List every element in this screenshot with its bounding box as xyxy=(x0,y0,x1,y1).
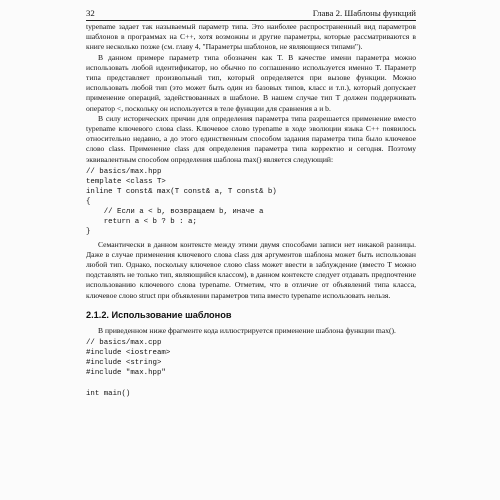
code-line: #include <string> xyxy=(86,359,162,368)
code-line: // basics/max.hpp xyxy=(86,167,162,176)
section-heading: 2.1.2. Использование шаблонов xyxy=(86,309,232,320)
page-number: 32 xyxy=(86,8,95,18)
code-line: } xyxy=(86,228,91,237)
paragraph-type-parameter: В данном примере параметр типа обозначен как T. В качестве имени параметра можно использовать любой идентификатор, но обычно по соглашению используется именно T. Параметр типа представляет произвольный тип, который определяется при вызове функции. Можно использовать любой тип (это может быть один из базовых типов, класс и т.п.), который допускает применение операций, задействованных в шаблоне. В нашем случае тип T должен поддерживать оператор <, поскольку он используется в теле функции для сравнения a и b. xyxy=(86,52,416,113)
code-line: return a < b ? b : a; xyxy=(86,218,197,227)
code-block-max-hpp xyxy=(86,167,416,238)
code-line: { xyxy=(86,198,91,207)
chapter-title: Глава 2. Шаблоны функций xyxy=(312,8,416,18)
code-line: #include "max.hpp" xyxy=(86,369,166,378)
code-line: #include <iostream> xyxy=(86,349,171,358)
code-line: template <class T> xyxy=(86,177,166,186)
code-line: // Если a < b, возвращаем b, иначе a xyxy=(86,208,264,217)
code-line: int main() xyxy=(86,389,131,398)
paragraph-typename: typename задает так называемый параметр типа. Это наиболее распространенный вид параметров шаблонов в программах на C++, хотя возможны и другие параметры, которые рассматриваются в книге несколько позже (см. главу 4, "Параметры шаблонов, не являющиеся типами"). xyxy=(86,22,416,52)
paragraph-usage: В приведенном ниже фрагменте кода иллюстрируется применение шаблона функции max(). xyxy=(98,325,396,335)
running-header xyxy=(86,4,416,21)
paragraph-class-keyword: В силу исторических причин для определения параметра типа разрешается применение вместо typename ключевого слова class. Ключевое слово typename в ходе эволюции языка C++ появилось относительно недавно, а до этого единственным способом задания параметра типа было ключевое слово class. Применение class для определения параметра типа корректно и сегодня. Поэтому эквивалентным способом определения шаблона max() является следующий: xyxy=(86,113,416,164)
page-body xyxy=(86,22,416,401)
code-line xyxy=(86,379,416,389)
paragraph-semantics: Семантически в данном контексте между этими двумя способами записи нет никакой разницы. Даже в случае применения ключевого слова class для аргументов шаблона может быть использован любой тип. Однако, поскольку ключевое слово class может ввести в заблуждение (вместо T можно подставлять не только тип, являющийся классом), в данном контексте следует отдавать предпочтение использованию ключевого слова typename. Отметим, что в отличие от объявлений типа класса, ключевое слово struct при объявлении параметров типа вместо typename использовать нельзя. xyxy=(86,239,416,300)
code-block-max-cpp xyxy=(86,338,416,399)
code-line: inline T const& max(T const& a, T const& b) xyxy=(86,188,277,197)
code-line: // basics/max.cpp xyxy=(86,339,162,348)
